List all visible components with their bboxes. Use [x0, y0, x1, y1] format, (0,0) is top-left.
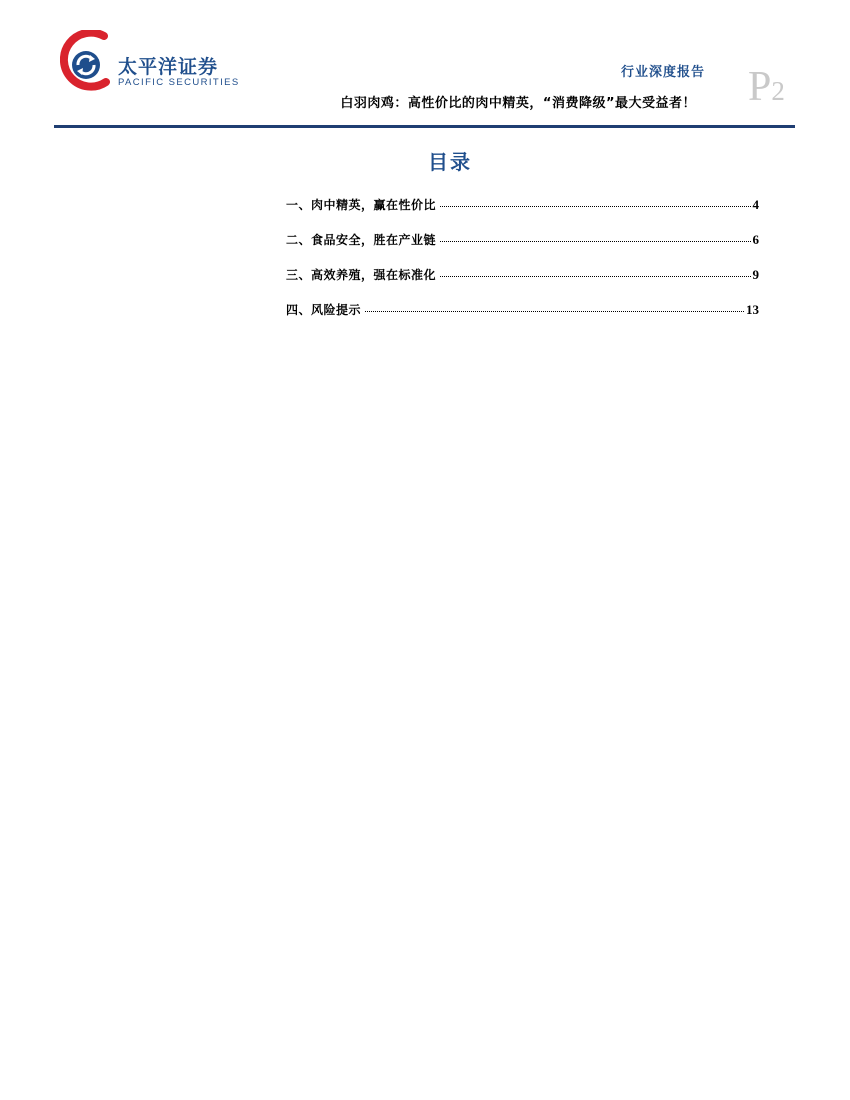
toc-leader-dots	[365, 311, 744, 312]
toc-entry-page[interactable]: 4	[752, 197, 759, 212]
toc-entry-label[interactable]: 二、食品安全，胜在产业链	[286, 233, 437, 247]
table-of-contents	[286, 196, 759, 336]
toc-entry-page[interactable]: 13	[746, 302, 759, 317]
page-number	[748, 66, 785, 108]
toc-leader-dots	[440, 241, 750, 242]
page-number-prefix: P	[748, 64, 772, 110]
company-logo	[60, 30, 240, 92]
toc-entry-page[interactable]: 6	[752, 232, 759, 247]
toc-entry-label[interactable]: 三、高效养殖，强在标准化	[286, 268, 437, 282]
header-divider	[54, 125, 795, 128]
pacific-securities-logo-icon	[60, 30, 114, 92]
report-type: 行业深度报告	[620, 65, 705, 80]
toc-entry-page[interactable]: 9	[752, 267, 759, 282]
toc-leader-dots	[440, 276, 750, 277]
toc-entry[interactable]	[286, 196, 759, 231]
toc-entry[interactable]	[286, 301, 759, 336]
toc-entry-label[interactable]: 一、肉中精英，赢在性价比	[286, 198, 437, 212]
logo-company-name: 太平洋证券	[118, 56, 219, 78]
toc-leader-dots	[440, 206, 750, 207]
logo-company-name-en: PACIFIC SECURITIES	[118, 77, 240, 88]
toc-entry[interactable]	[286, 266, 759, 301]
page-number-value: 2	[771, 76, 785, 106]
toc-entry-label[interactable]: 四、风险提示	[286, 303, 362, 317]
toc-title: 目录	[428, 150, 472, 174]
report-title: 白羽肉鸡：高性价比的肉中精英，“消费降级”最大受益者！	[340, 96, 696, 111]
toc-entry[interactable]	[286, 231, 759, 266]
